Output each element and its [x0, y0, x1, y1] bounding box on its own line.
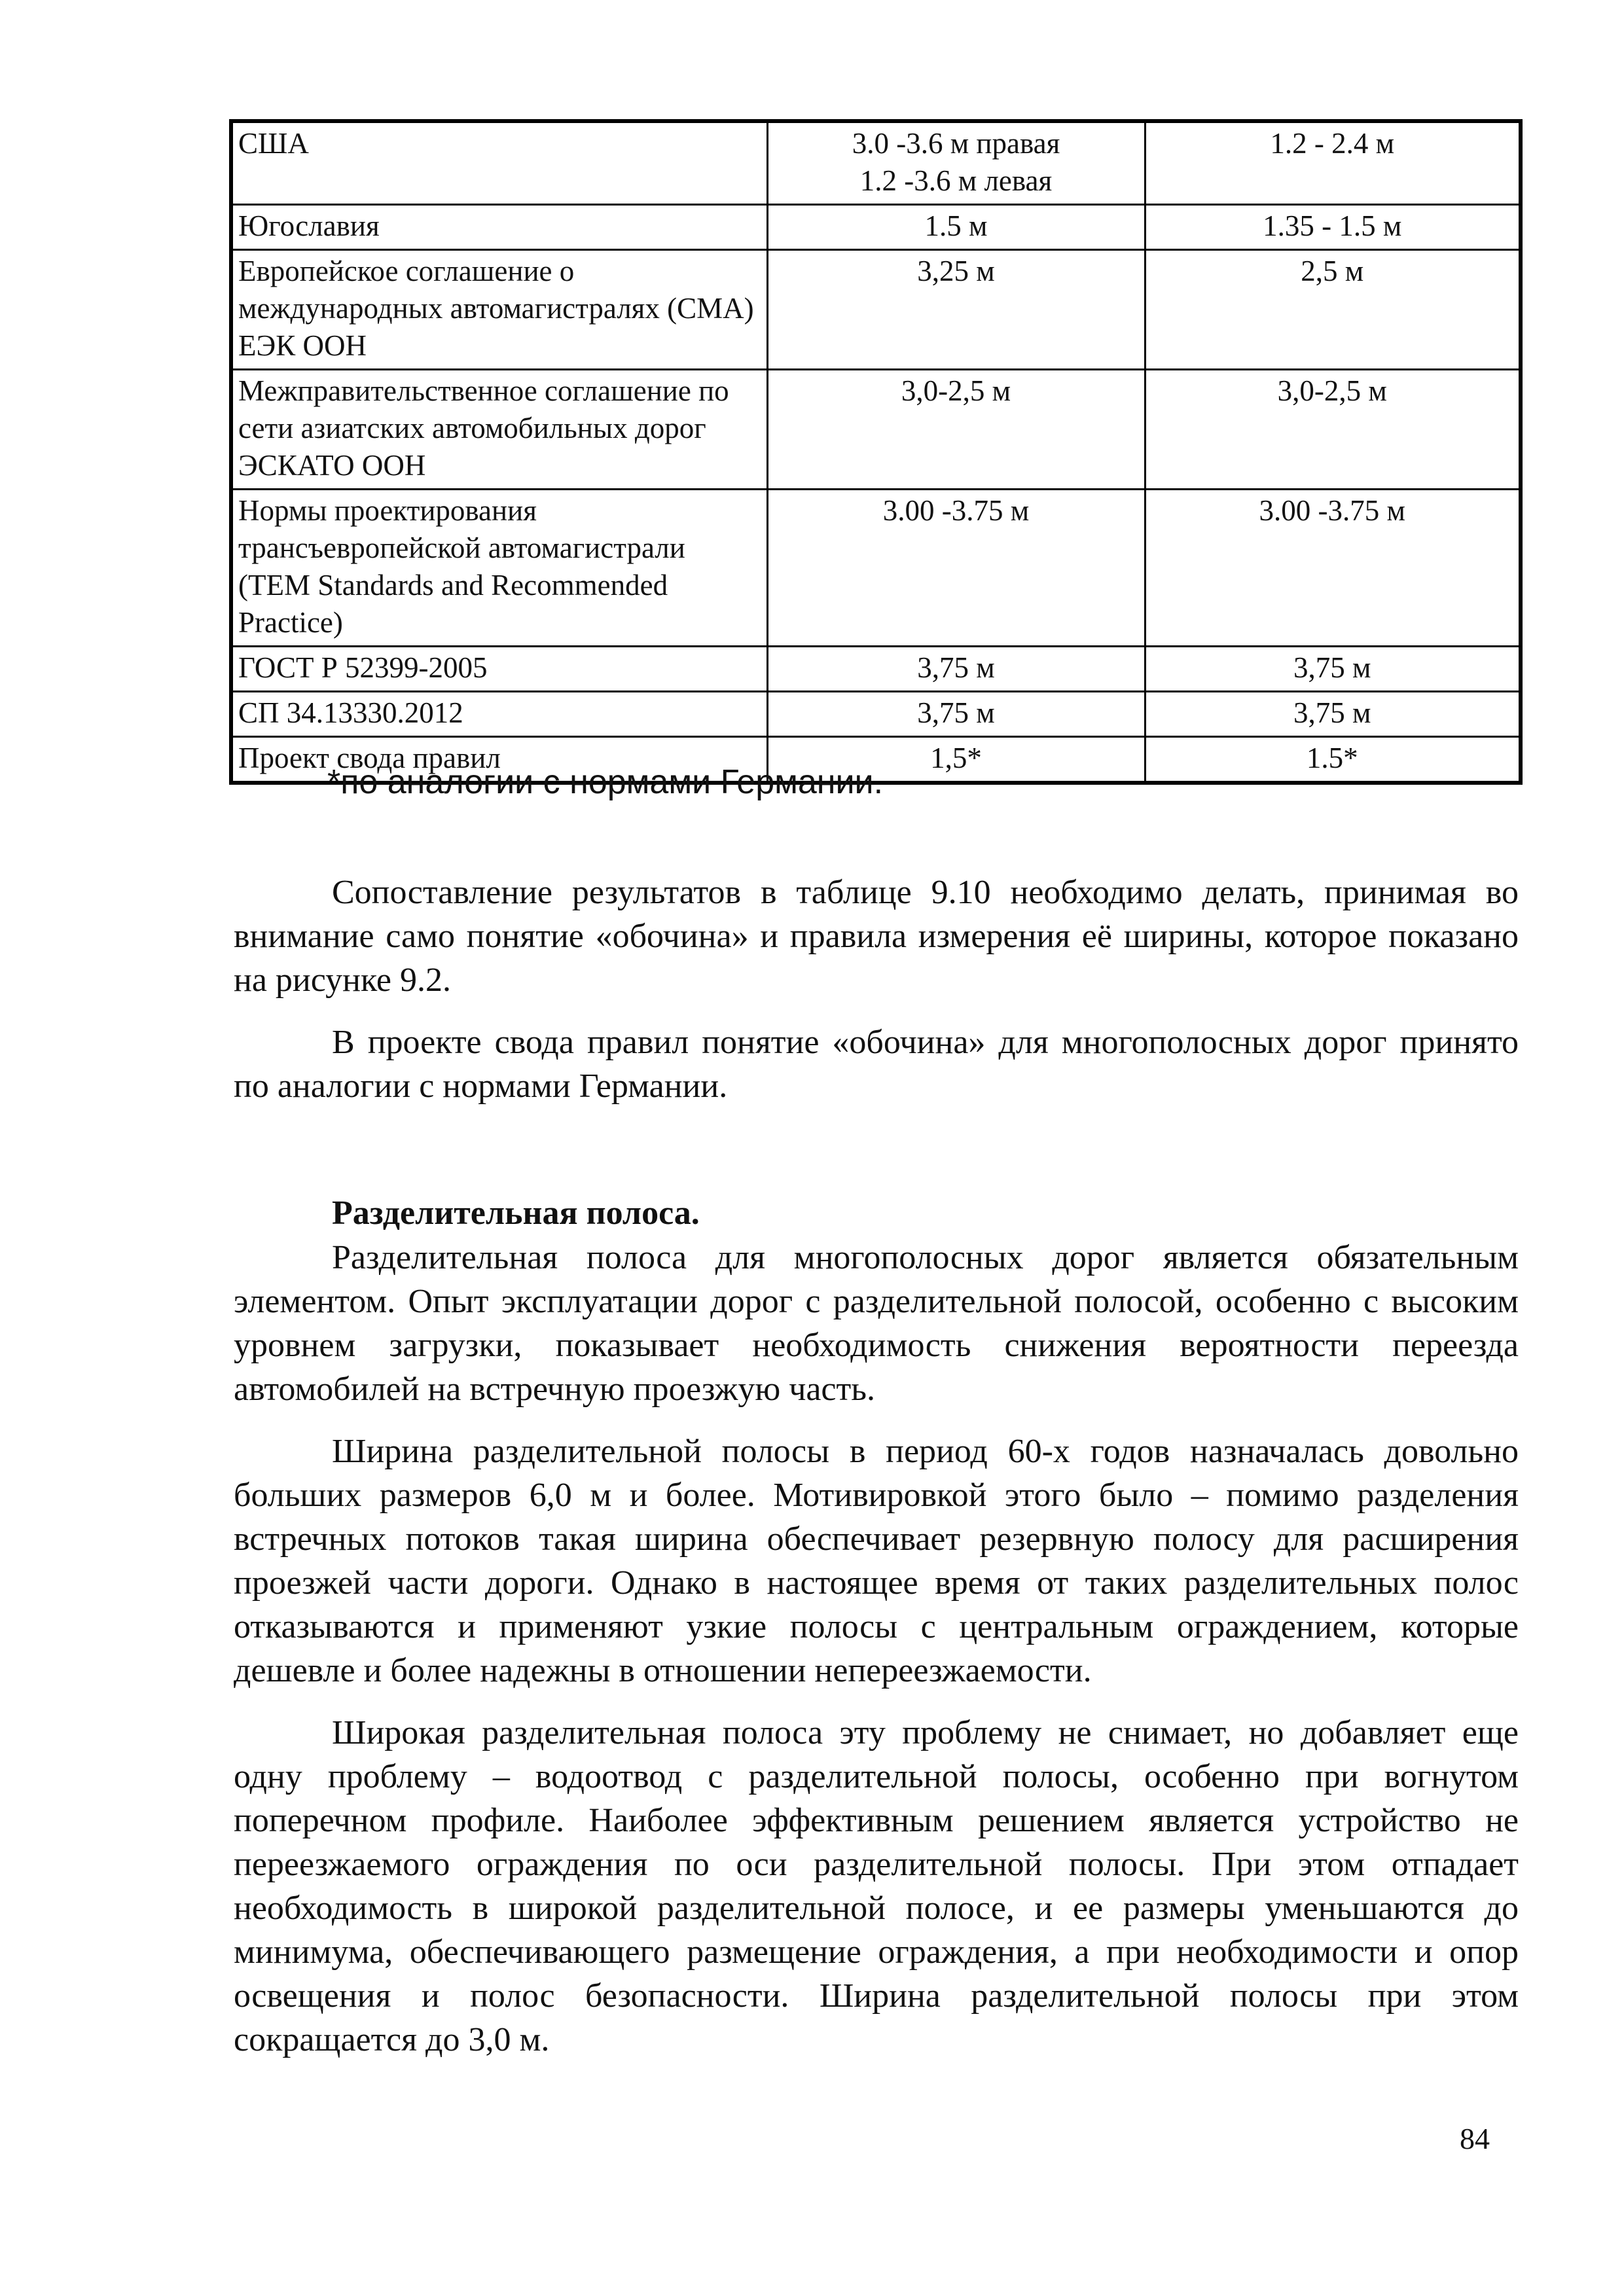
text-block-section: [234, 1236, 1519, 2080]
table-cell-value: 1.5 м: [767, 205, 1145, 250]
table-cell-line: 3.0 -3.6 м правая: [852, 127, 1060, 160]
table-cell-name: Нормы проектирования трансъевропейской автомагистрали (TEM Standards and Recommended Practice): [231, 490, 767, 647]
table-cell-name: Югославия: [231, 205, 767, 250]
table-cell-value: 1.35 - 1.5 м: [1145, 205, 1521, 250]
table-cell-value: 1.5*: [1145, 737, 1521, 783]
table-cell-value: 3,0-2,5 м: [1145, 370, 1521, 490]
table-cell-value: 3,75 м: [1145, 692, 1521, 737]
table-cell-value: 2,5 м: [1145, 250, 1521, 370]
table-cell-value: 3.00 -3.75 м: [1145, 490, 1521, 647]
paragraph: Широкая разделительная полоса эту проблему не снимает, но добавляет еще одну проблему – водоотвод с разделительной полосы, особенно при вогнутом поперечном профиле. Наиболее эффективным решением является устройство не переезжаемого ограждения по оси разделительной полосы. При этом отпадает необходимость в широкой разделительной полосе, и ее размеры уменьшаются до минимума, обеспечивающего размещение ограждения, а при необходимости и опор освещения и полос безопасности. Ширина разделительной полосы при этом сокращается до 3,0 м.: [234, 1714, 1519, 2058]
table-cell-line: 1.2 -3.6 м левая: [859, 164, 1053, 197]
page-number: 84: [1460, 2122, 1490, 2155]
table-cell-value: 3.00 -3.75 м: [767, 490, 1145, 647]
paragraph: Сопоставление результатов в таблице 9.10 необходимо делать, принимая во внимание само понятие «обочина» и правила измерения её ширины, которое показано на рисунке 9.2.: [234, 874, 1519, 999]
table-row: [231, 205, 1521, 250]
table-row: [231, 370, 1521, 490]
table-cell-value: 3,75 м: [1145, 647, 1521, 692]
text-block-intro: [234, 870, 1519, 1126]
section-heading: Разделительная полоса.: [332, 1194, 700, 1232]
table-cell-name: США: [231, 121, 767, 205]
table-cell-name: Европейское соглашение о международных автомагистралях (СМА) ЕЭК ООН: [231, 250, 767, 370]
table-cell-value: 3,75 м: [767, 692, 1145, 737]
shoulder-width-table: [229, 119, 1523, 785]
paragraph: В проекте свода правил понятие «обочина» для многополосных дорог принято по аналогии с нормами Германии.: [234, 1024, 1519, 1105]
table-row: [231, 250, 1521, 370]
table-cell-value: 1,5*: [767, 737, 1145, 783]
table-cell-value: 3,75 м: [767, 647, 1145, 692]
table-row: [231, 490, 1521, 647]
table-cell-value: 3,0-2,5 м: [767, 370, 1145, 490]
table-cell-name: ГОСТ Р 52399-2005: [231, 647, 767, 692]
table-cell-value: [767, 121, 1145, 205]
paragraph: Разделительная полоса для многополосных дорог является обязательным элементом. Опыт эксплуатации дорог с разделительной полосой, особенно с высоким уровнем загрузки, показывает необходимость снижения вероятности переезда автомобилей на встречную проезжую часть.: [234, 1239, 1519, 1408]
table-cell-name: СП 34.13330.2012: [231, 692, 767, 737]
table-cell-name: Межправительственное соглашение по сети азиатских автомобильных дорог ЭСКАТО ООН: [231, 370, 767, 490]
table-row: [231, 692, 1521, 737]
table-row: [231, 647, 1521, 692]
table-row: [231, 121, 1521, 205]
table-footnote: *по аналогии с нормами Германии.: [327, 763, 884, 801]
table-cell-value: 1.2 - 2.4 м: [1145, 121, 1521, 205]
table-cell-name: Проект свода правил: [231, 737, 767, 783]
paragraph: Ширина разделительной полосы в период 60-х годов назначалась довольно больших размеров 6,0 м и более. Мотивировкой этого было – помимо разделения встречных потоков такая ширина обеспечивает резервную полосу для расширения проезжей части дороги. Однако в настоящее время от таких разделительных полос отказываются и применяют узкие полосы с центральным ограждением, которые дешевле и более надежны в отношении непереезжаемости.: [234, 1433, 1519, 1689]
table-cell-value: 3,25 м: [767, 250, 1145, 370]
